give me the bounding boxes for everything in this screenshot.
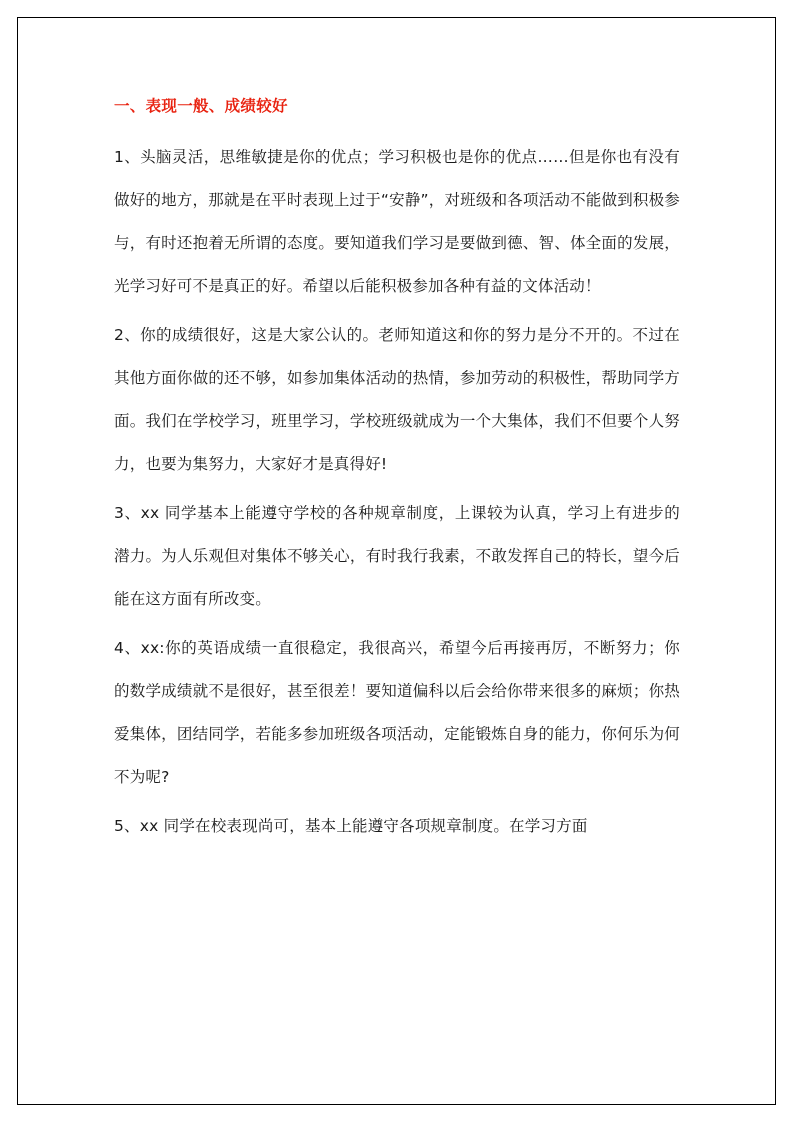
section-heading: 一、表现一般、成绩较好 — [114, 97, 288, 115]
paragraph-4: 4、xx:你的英语成绩一直很稳定，我很高兴，希望今后再接再厉，不断努力；你的数学成绩就不是很好，甚至很差！要知道偏科以后会给你带来很多的麻烦；你热爱集体，团结同学，若能多参加班级各项活动，定能锻炼自身的能力，你何乐为何不为呢? — [114, 639, 680, 786]
paragraph-5: 5、xx 同学在校表现尚可，基本上能遵守各项规章制度。在学习方面 — [114, 817, 588, 835]
paragraph-2: 2、你的成绩很好，这是大家公认的。老师知道这和你的努力是分不开的。不过在其他方面你做的还不够，如参加集体活动的热情，参加劳动的积极性，帮助同学方面。我们在学校学习，班里学习，学校班级就成为一个大集体，我们不但要个人努力，也要为集努力，大家好才是真得好! — [114, 326, 680, 473]
paragraph-1: 1、头脑灵活，思维敏捷是你的优点；学习积极也是你的优点……但是你也有没有做好的地方，那就是在平时表现上过于“安静”，对班级和各项活动不能做到积极参与，有时还抱着无所谓的态度。要知道我们学习是要做到德、智、体全面的发展，光学习好可不是真正的好。希望以后能积极参加各种有益的文体活动！ — [114, 148, 680, 295]
document-content — [114, 92, 680, 854]
paragraph-3: 3、xx 同学基本上能遵守学校的各种规章制度，上课较为认真，学习上有进步的潜力。为人乐观但对集体不够关心，有时我行我素，不敢发挥自己的特长，望今后能在这方面有所改变。 — [114, 504, 680, 608]
